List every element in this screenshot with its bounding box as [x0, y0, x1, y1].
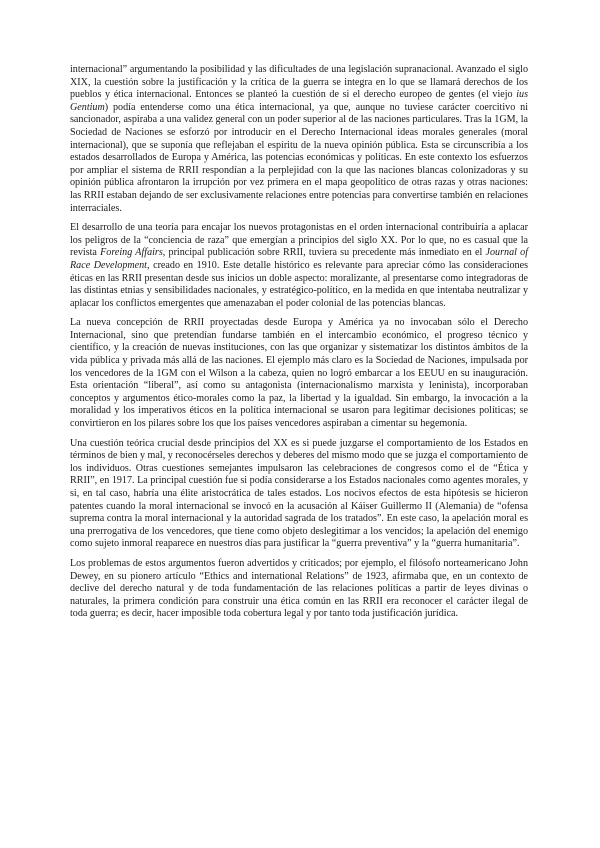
- text-run: , principal publicación sobre RRII, tuviera su precedente más inmediato en el: [162, 247, 486, 259]
- text-run: El desarrollo de una teoría para encajar los nuevos protagonistas en el orden internacional contribuiría a aplacar los peligros de la “conciencia de raza” que emergían a principios del siglo XX. Por lo que, no es casual que la revista: [70, 222, 528, 259]
- text-run: La nueva concepción de RRII proyectadas desde Europa y América ya no invocaban sólo el Derecho Internacional, sino que pretendían fundarse también en el intercambio económico, el progreso técnico y científico, y la creación de nuevas instituciones, con las que organizar y sistematizar los distintos ámbitos de la vida pública y privada más allá de las naciones. El ejemplo más claro es la Sociedad de Naciones, impulsada por los vencedores de la 1GM con el Wilson a la cabeza, quien no logró embarcar a los EEUU en su inauguración. Esta orientación “liberal”, así como su antagonista (internacionalismo marxista y leninista), incorporaban conceptos y argumentos ético-morales como la paz, la libertad y la igualdad. Sin embargo, la invocación a la moralidad y los imperativos éticos en la política internacional se usaron para legitimar decisiones políticas; se convirtieron en los pilares sobre los que los países vencedores aspiraban a cimentar su hegemonía.: [70, 317, 528, 430]
- text-run: ) podía entenderse como una ética internacional, ya que, aunque no tuviese carácter coercitivo ni sancionador, aspiraba a una validez general con un poder superior al de las naciones particulares. Tras la 1GM, la Sociedad de Naciones se esforzó por introducir en el Derecho Internacional ideas morales generales (moral internacional), que se suponía que reflejaban el espíritu de la nueva opinión pública. Esta se circunscribía a los estados desarrollados de Europa y América, las potencias económicas y políticas. En este contexto los esfuerzos por ampliar el sistema de RRII respondían a la perplejidad con la que las naciones blancas colonizadoras y su opinión pública afrontaron la irrupción por vez primera en el mapa geopolítico de otras razas y otras naciones: las RRII estaban dejando de ser exclusivamente relaciones entre potencias para convertirse también en relaciones interraciales.: [70, 101, 528, 214]
- text-run: internacional” argumentando la posibilidad y las dificultades de una legislación supranacional. Avanzado el siglo XIX, la cuestión sobre la justificación y la crítica de la guerra se integra en lo que se llamará derechos de los pueblos y ética internacional. Entonces se planteó la cuestión de si el derecho europeo de gentes (el viejo: [70, 64, 528, 101]
- italic-title-foreing-affairs: Foreing Affairs: [100, 247, 163, 259]
- paragraph: [70, 438, 528, 551]
- text-run: , creado en 1910. Este detalle histórico es relevante para apreciar cómo las consideraciones éticas en las RRII presentan desde sus inicios un doble aspecto: moralizante, al presentarse como integradoras de las distintas etnias y sensibilidades nacionales, y estratégico-político, en la medida en que intentaba neutralizar y aplacar los conflictos emergentes que amenazaban el poder colonial de las potencias blancas.: [70, 259, 528, 309]
- italic-title-journal-of-race-development: Journal of Race Development: [70, 247, 528, 271]
- paragraph: [70, 222, 528, 310]
- italic-term-ius-gentium: ius Gentium: [70, 89, 528, 113]
- paragraph: [70, 317, 528, 430]
- paragraph: [70, 64, 528, 215]
- document-page: [70, 64, 528, 628]
- text-run: Una cuestión teórica crucial desde principios del XX es si puede juzgarse el comportamiento de los Estados en términos de bien y mal, y reconocérseles derechos y deberes del mismo modo que se juzga el comportamiento de los individuos. Otras cuestiones semejantes impulsaron las celebraciones de congresos como el de “Ética y RRII”, en 1917. La principal cuestión fue si podía considerarse a los Estados nacionales como agentes morales, y si, en tal caso, habría una élite aristocrática de tales estados. Los nocivos efectos de esta hipótesis se hicieron patentes cuando la moral internacional se invocó en la acusación al Káiser Guillermo II (Alemania) de “ofensa suprema contra la moral internacional y la autoridad sagrada de los tratados”. En este caso, la apelación moral es una prerrogativa de los vencedores, que tiene como objeto deslegitimar a los vencidos; la apelación del enemigo como sujeto inmoral reaparece en nuestros días para justificar la “guerra preventiva” y la “guerra humanitaria”.: [70, 437, 528, 550]
- text-run: Los problemas de estos argumentos fueron advertidos y criticados; por ejemplo, el filósofo norteamericano John Dewey, en su pionero artículo “Ethics and international Relations” de 1923, afirmaba que, en un contexto de declive del derecho natural y de toda fundamentación de las relaciones políticas a partir de leyes divinas o naturales, la primera condición para construir una ética común en las RRII era reconocer el carácter ilegal de toda guerra; es decir, hacer imposible toda cobertura legal y por tanto toda justificación jurídica.: [70, 557, 528, 620]
- paragraph: [70, 558, 528, 621]
